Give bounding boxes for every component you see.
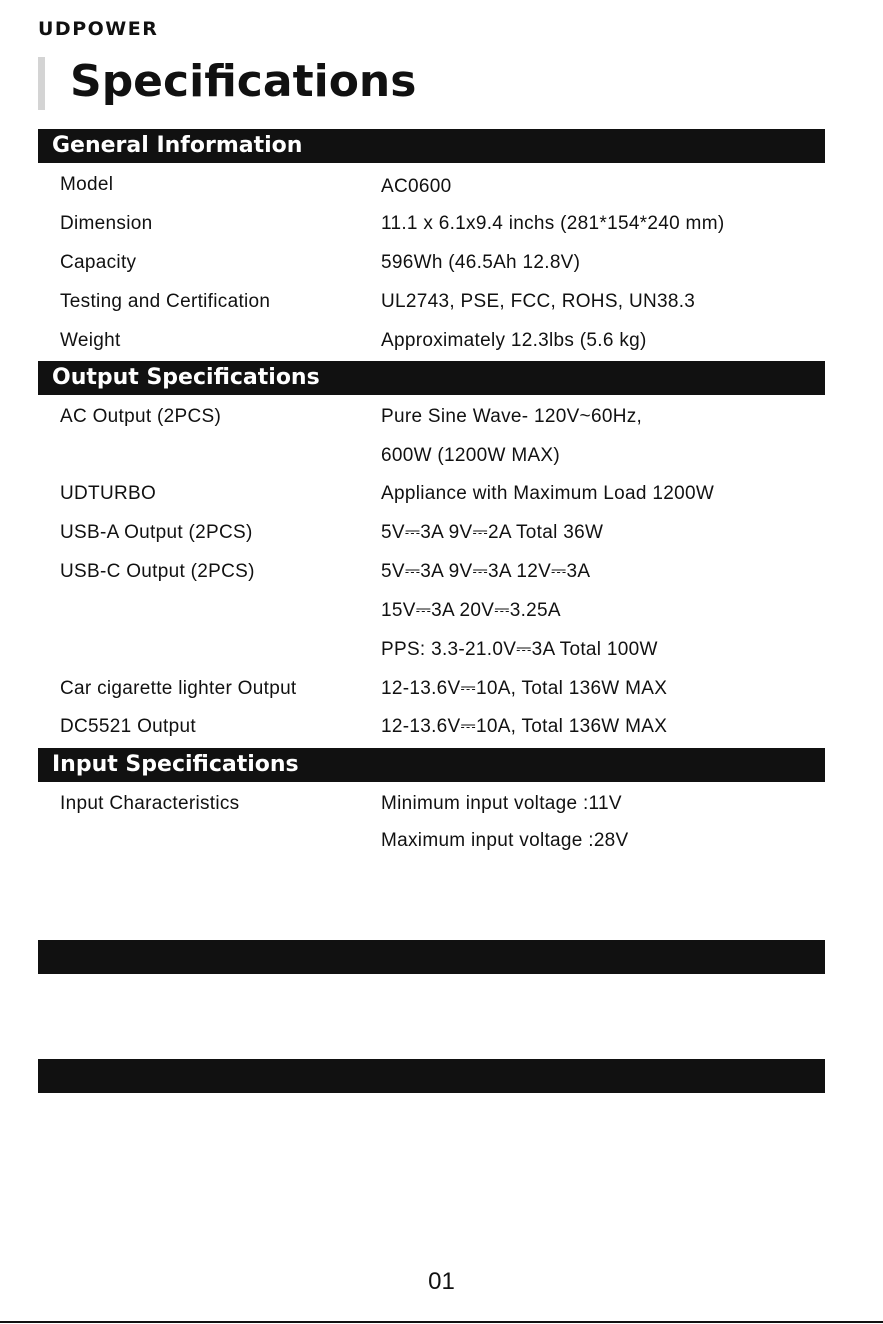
spec-value-dc5521: 12-13.6V⎓10A, Total 136W MAX [381, 716, 668, 737]
brand-logo: UDPOWER [38, 18, 159, 40]
spec-value-input-min: Minimum input voltage :11V [381, 793, 622, 814]
spec-label-input: Input Characteristics [60, 793, 240, 814]
spec-label-usb-a: USB-A Output (2PCS) [60, 522, 253, 543]
spec-label-dimension: Dimension [60, 213, 153, 234]
spec-value-ac-output-line1: Pure Sine Wave- 120V~60Hz, [381, 406, 643, 427]
spec-value-certification: UL2743, PSE, FCC, ROHS, UN38.3 [381, 291, 696, 312]
page-title: Specifications [70, 56, 417, 107]
spec-value-usb-c-line1: 5V⎓3A 9V⎓3A 12V⎓3A [381, 561, 591, 582]
spec-label-weight: Weight [60, 330, 121, 351]
spec-value-usb-c-line3: PPS: 3.3-21.0V⎓3A Total 100W [381, 639, 658, 660]
spec-value-model: AC0600 [381, 176, 452, 197]
section-header-general: General Information [38, 129, 825, 163]
spec-label-car-lighter: Car cigarette lighter Output [60, 678, 297, 699]
page-number: 01 [428, 1268, 455, 1295]
spec-label-udturbo: UDTURBO [60, 483, 157, 504]
section-header-empty-1 [38, 940, 825, 974]
spec-label-capacity: Capacity [60, 252, 137, 273]
spec-value-ac-output-line2: 600W (1200W MAX) [381, 445, 561, 466]
bottom-rule [0, 1321, 883, 1323]
spec-label-usb-c: USB-C Output (2PCS) [60, 561, 255, 582]
spec-value-car-lighter: 12-13.6V⎓10A, Total 136W MAX [381, 678, 668, 699]
section-header-empty-2 [38, 1059, 825, 1093]
spec-value-usb-a: 5V⎓3A 9V⎓2A Total 36W [381, 522, 604, 543]
spec-value-capacity: 596Wh (46.5Ah 12.8V) [381, 252, 581, 273]
spec-label-model: Model [60, 174, 114, 195]
spec-value-udturbo: Appliance with Maximum Load 1200W [381, 483, 715, 504]
spec-label-certification: Testing and Certification [60, 291, 271, 312]
section-header-input: Input Specifications [38, 748, 825, 782]
spec-value-input-max: Maximum input voltage :28V [381, 830, 629, 851]
spec-value-usb-c-line2: 15V⎓3A 20V⎓3.25A [381, 600, 561, 621]
section-header-output: Output Specifications [38, 361, 825, 395]
spec-label-dc5521: DC5521 Output [60, 716, 196, 737]
title-accent-bar [38, 57, 45, 110]
spec-value-dimension: 11.1 x 6.1x9.4 inchs (281*154*240 mm) [381, 213, 725, 234]
spec-label-ac-output: AC Output (2PCS) [60, 406, 222, 427]
spec-value-weight: Approximately 12.3lbs (5.6 kg) [381, 330, 647, 351]
